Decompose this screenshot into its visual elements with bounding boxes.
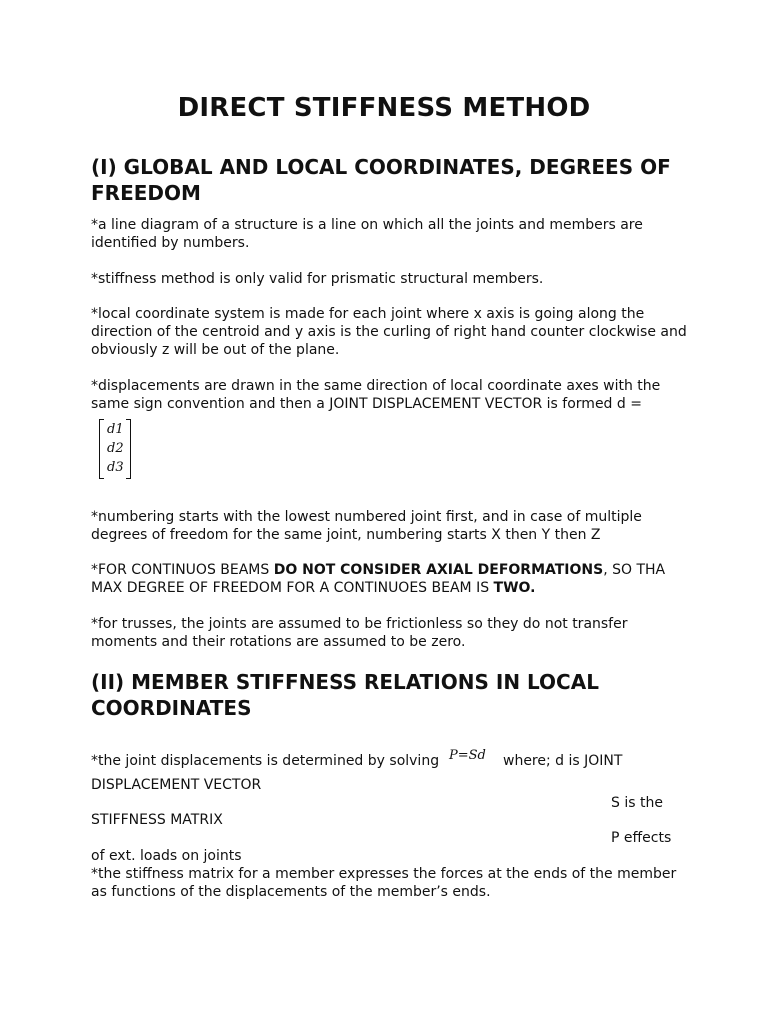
equation-p-equals-sd: P=Sd	[449, 748, 486, 763]
paragraph-numbering: *numbering starts with the lowest numbered joint first, and in case of multiple degrees of freedom for the same joint, numbering starts X then Y then Z	[91, 509, 642, 543]
text-displacement-vector: DISPLACEMENT VECTOR	[91, 777, 262, 793]
text-joint-displacements: *the joint displacements is determined by solving	[91, 753, 440, 769]
text-run: *FOR CONTINUOS BEAMS	[91, 562, 274, 578]
paragraph-prismatic: *stiffness method is only valid for prismatic structural members.	[91, 271, 544, 287]
emphasis-text: DO NOT CONSIDER AXIAL DEFORMATIONS	[273, 562, 604, 578]
vector-entry: d2	[107, 441, 124, 456]
text-p-label: P effects	[611, 830, 672, 846]
paragraph-line-diagram: *a line diagram of a structure is a line on which all the joints and members are identified by numbers.	[91, 217, 643, 251]
paragraph-displacements: *displacements are drawn in the same direction of local coordinate axes with the same sign convention and then a JOINT DISPLACEMENT VECTOR is formed d =	[91, 378, 661, 412]
right-bracket	[126, 419, 131, 479]
text-s-label: S is the	[611, 795, 663, 811]
paragraph-continuous-beams	[91, 561, 691, 597]
page-title: DIRECT STIFFNESS METHOD	[177, 93, 591, 123]
emphasis-text: TWO.	[493, 580, 536, 596]
section-heading-member-stiffness: (II) MEMBER STIFFNESS RELATIONS IN LOCAL COORDINATES	[91, 670, 599, 720]
text-stiffness-matrix: STIFFNESS MATRIX	[91, 812, 223, 828]
vector-entry: d3	[107, 460, 124, 475]
vector-entry: d1	[107, 422, 124, 437]
left-bracket	[99, 419, 104, 479]
section-heading-global-local: (I) GLOBAL AND LOCAL COORDINATES, DEGREES OF FREEDOM	[91, 155, 671, 205]
paragraph-trusses: *for trusses, the joints are assumed to be frictionless so they do not transfer moments and their rotations are assumed to be zero.	[91, 616, 628, 650]
paragraph-local-coordinates: *local coordinate system is made for each joint where x axis is going along the direction of the centroid and y axis is the curling of right hand counter clockwise and obviously z will be out of the plane.	[91, 306, 687, 358]
text-where-d: where; d is JOINT	[503, 753, 623, 769]
paragraph-member-stiffness: *the stiffness matrix for a member expresses the forces at the ends of the member as functions of the displacements of the member’s ends.	[91, 866, 677, 900]
text-ext-loads: of ext. loads on joints	[91, 848, 242, 864]
joint-displacement-vector	[99, 419, 131, 479]
text-run: , SO THA MAX DEGREE OF FREEDOM FOR A CONTINUOES BEAM IS	[91, 562, 666, 596]
